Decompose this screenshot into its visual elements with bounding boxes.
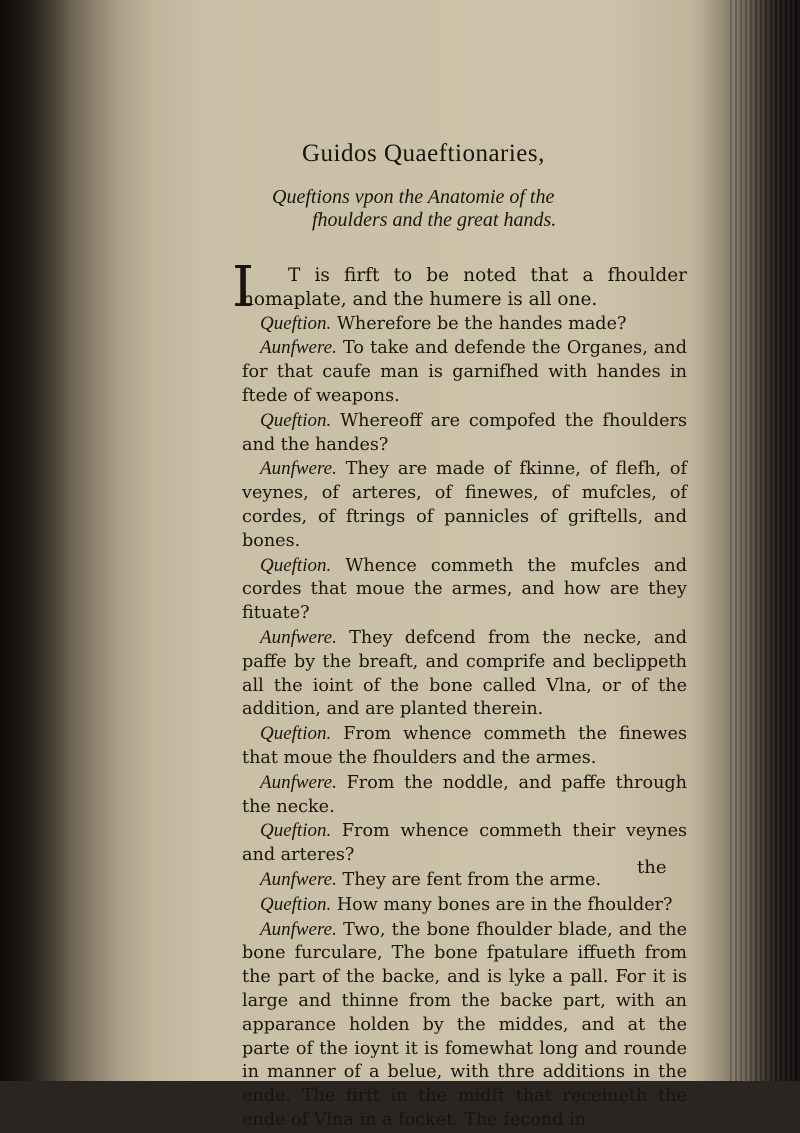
chapter-title-line-2: fhoulders and the great hands.	[312, 209, 557, 231]
paragraph-text: From the noddle, and paffe through the necke.	[242, 772, 688, 817]
paragraph-text: How many bones are in the fhoulder?	[336, 894, 673, 915]
paragraph-label: Aunfwere.	[260, 458, 337, 480]
paragraph-label: Queftion.	[260, 723, 332, 745]
paragraph	[242, 554, 687, 626]
paragraph-label: Aunfwere.	[260, 918, 337, 940]
paragraph-text: They are fent from the arme.	[342, 869, 602, 890]
paragraph-label: Aunfwere.	[260, 626, 337, 648]
paragraph-text: Wherefore be the handes made?	[336, 313, 627, 334]
paragraph	[242, 819, 687, 868]
page-stack-edge	[730, 0, 800, 1081]
paragraph-label: Queftion.	[260, 312, 332, 334]
paragraph	[242, 722, 687, 771]
paragraph	[242, 336, 687, 408]
paragraph-text: From whence commeth their veynes and arteres?	[242, 821, 688, 866]
paragraph-text: T is firft to be noted that a fhoulder homaplate, and the humere is all one.	[242, 265, 687, 310]
paragraph-text: Whence commeth the mufcles and cordes that moue the armes, and how are they fituate?	[242, 555, 688, 624]
paragraph	[242, 312, 687, 337]
paragraph-text: Whereoff are compofed the fhoulders and the handes?	[242, 410, 687, 455]
paragraph-text: To take and defende the Organes, and for that caufe man is garnifhed with handes in ftede of weapons.	[242, 338, 688, 406]
paragraph-label: Aunfwere.	[260, 337, 337, 359]
paragraph	[242, 264, 687, 312]
drop-cap-initial: I	[232, 255, 255, 320]
paragraph-text: Two, the bone fhoulder blade, and the bone furculare, The bone fpatulare iffueth from the part of the backe, and is lyke a pall. For it is large and thinne from the backe part, with an apparance holden by the middes, and at the parte of the ioynt it is fomewhat long and rounde in manner of a belue, with thre additions in the ende. The firft in the midft that receiueth the ende of Vlna in a focket. The fecond in	[242, 919, 688, 1130]
chapter-title-line-1: Queftions vpon the Anatomie of the	[272, 186, 555, 208]
paragraph-label: Aunfwere.	[260, 868, 337, 890]
paragraph	[242, 868, 687, 893]
paragraph-label: Queftion.	[260, 820, 332, 842]
paragraph-label: Aunfwere.	[260, 771, 337, 793]
running-head: Guidos Quaeftionaries,	[302, 140, 545, 167]
paragraph-text: From whence commeth the finewes that moue the fhoulders and the armes.	[242, 724, 687, 768]
paragraph	[242, 893, 687, 918]
paragraph	[242, 771, 687, 820]
catchword: the	[637, 857, 667, 878]
paragraph-text: They defcend from the necke, and paffe by the breaft, and comprife and beclippeth all the ioint of the bone called Vlna, or of the addition, and are planted therein.	[242, 627, 687, 720]
paragraph	[242, 918, 687, 1133]
paragraph-label: Queftion.	[260, 409, 332, 431]
paragraph	[242, 457, 687, 553]
paragraph	[242, 409, 687, 458]
paragraph	[242, 626, 687, 722]
chapter-title	[272, 186, 692, 232]
body-text	[242, 264, 687, 1133]
paragraph-label: Queftion.	[260, 554, 332, 576]
paragraph-label: Queftion.	[260, 893, 332, 915]
left-page-edge-shadow	[0, 0, 150, 1081]
paragraph-text: They are made of fkinne, of flefh, of veynes, of arteres, of finewes, of mufcles, of cordes, of ftrings of pannicles of griftells, and bones.	[242, 459, 687, 551]
